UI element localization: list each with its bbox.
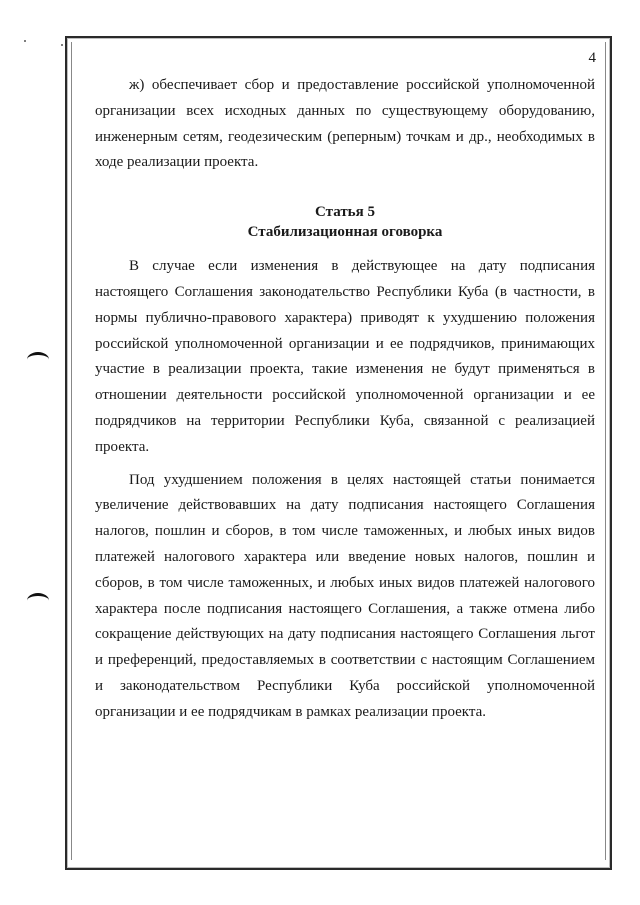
document-body <box>95 73 595 726</box>
binding-hole-mark <box>27 593 49 608</box>
intro-paragraph: ж) обеспечивает сбор и предоставление российской уполномоченной организации всех исходных данных по существующему оборудованию, инженерным сетям, геодезическим (реперным) точкам и др., необходимых в ходе реализации проекта. <box>95 77 595 171</box>
body-paragraph: В случае если изменения в действующее на дату подписания настоящего Соглашения законодательство Республики Куба (в частности, в нормы публично-правового характера) приводят к ухудшению положения российской уполномоченной организации и ее подрядчиков, принимающих участие в реализации проекта, такие изменения не будут применяться в отношении деятельности российской уполномоченной организации и ее подрядчиков на территории Республики Куба, связанной с реализацией проекта. <box>95 258 595 455</box>
scan-speck <box>24 40 26 42</box>
article-title: Стабилизационная оговорка <box>247 224 443 241</box>
article-number: Статья 5 <box>315 204 375 221</box>
scan-speck <box>61 44 63 46</box>
article-heading <box>95 202 595 242</box>
body-paragraph: Под ухудшением положения в целях настоящей статьи понимается увеличение действовавших на дату подписания настоящего Соглашения налогов, пошлин и сборов, в том числе таможенных, и любых иных видов платежей налогового характера или введение новых налогов, пошлин и сборов, в том числе таможенных, и любых иных видов платежей налогового характера после подписания настоящего Соглашения, а также отмена либо сокращение действующих на дату подписания настоящего Соглашения льгот и преференций, предоставляемых в соответствии с настоящим Соглашением и законодательством Республики Куба российской уполномоченной организации и ее подрядчикам в рамках реализации проекта. <box>95 471 595 720</box>
page-number: 4 <box>588 50 596 66</box>
binding-hole-mark <box>27 352 49 367</box>
